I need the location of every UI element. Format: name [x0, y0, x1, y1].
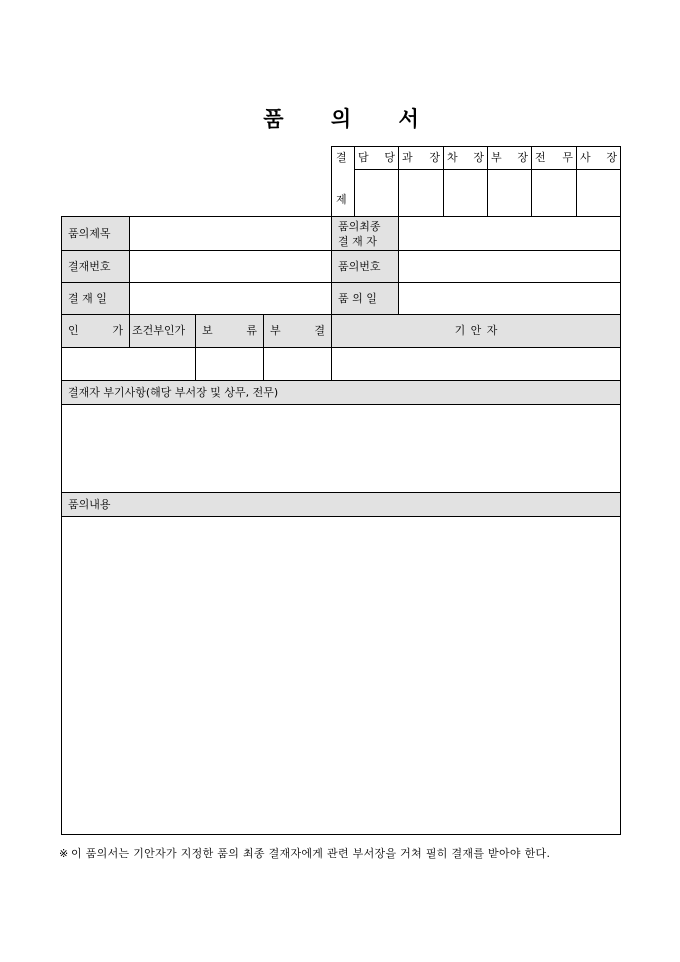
conditional-approve-header: 조건부인가: [132, 324, 186, 337]
hold-header: 보 류: [202, 324, 257, 337]
page-title: 품 의 서: [263, 106, 439, 131]
footnote: [59, 845, 639, 863]
proposal-date-label: 품 의 일: [338, 291, 377, 305]
approval-date-label: 결 재 일: [68, 291, 107, 305]
signature-box-deputy-manager[interactable]: [444, 170, 487, 216]
approval-col-president: 사 장: [580, 151, 617, 164]
proposal-number-field[interactable]: [399, 251, 620, 282]
approval-date-field[interactable]: [130, 283, 331, 314]
approval-col-staff: 담 당: [358, 151, 395, 164]
approver-notes-field[interactable]: [62, 405, 620, 492]
signature-box-section-chief[interactable]: [399, 170, 443, 216]
drafter-header: 기 안 자: [454, 324, 498, 337]
proposal-date-field[interactable]: [399, 283, 620, 314]
approval-col-section-chief: 과 장: [402, 151, 440, 164]
subject-label: 품의제목: [68, 226, 111, 240]
signature-box-department-head[interactable]: [488, 170, 531, 216]
approval-col-executive-director: 전 무: [535, 151, 573, 164]
subject-field[interactable]: [130, 217, 331, 250]
approver-notes-header: 결재자 부기사항(해당 부서장 및 상무, 전무): [68, 385, 279, 399]
reject-field[interactable]: [264, 348, 331, 380]
approve-field[interactable]: [62, 348, 129, 380]
approval-number-field[interactable]: [130, 251, 331, 282]
reference-mark-icon: ※: [59, 847, 69, 860]
final-approver-field[interactable]: [399, 217, 620, 250]
approval-col-department-head: 부 장: [491, 151, 528, 164]
footnote-text: 이 품의서는 기안자가 지정한 품의 최종 결재자에게 관련 부서장을 거쳐 필히 결재를 받아야 한다.: [71, 847, 551, 860]
content-header: 품의내용: [68, 497, 111, 511]
approval-side-label-bottom: 제: [336, 193, 347, 206]
approval-side-label-top: 결: [336, 151, 347, 164]
conditional-approve-field[interactable]: [130, 348, 195, 380]
proposal-number-label: 품의번호: [338, 259, 381, 273]
signature-box-staff[interactable]: [355, 170, 398, 216]
signature-box-president[interactable]: [577, 170, 620, 216]
approval-number-label: 결재번호: [68, 259, 111, 273]
reject-header: 부 결: [270, 324, 325, 337]
hold-field[interactable]: [196, 348, 263, 380]
final-approver-label: 품의최종 결 재 자: [338, 220, 381, 248]
signature-box-executive-director[interactable]: [532, 170, 576, 216]
approval-col-deputy-manager: 차 장: [447, 151, 484, 164]
drafter-field[interactable]: [332, 348, 620, 380]
content-field[interactable]: [62, 517, 620, 834]
approve-header: 인 가: [68, 324, 123, 337]
